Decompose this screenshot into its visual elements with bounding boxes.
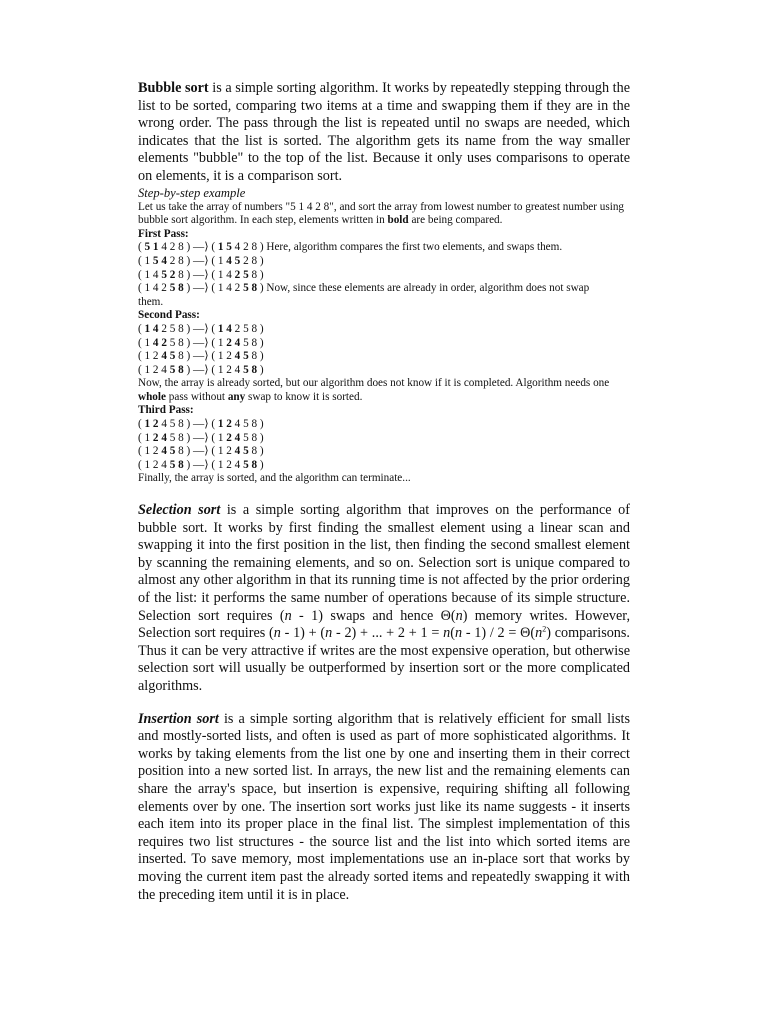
pass-step: ( 1 2 4 5 8 ) —⟩ ( 1 2 4 5 8 ) — [138, 350, 264, 363]
first-pass-tail: them. — [138, 295, 164, 308]
finally-note: Finally, the array is sorted, and the algorithm can terminate... — [138, 472, 411, 485]
pass-step: ( 1 2 4 5 8 ) —⟩ ( 1 2 4 5 8 ) — [138, 363, 264, 376]
example-intro — [138, 201, 630, 228]
intro-text-a: Let us take the array of numbers "5 1 4 2 8", and sort the array from lowest number to greatest number using bubble sort algorithm. In each step, elements written in — [138, 200, 625, 227]
intro-text-b: are being compared. — [408, 214, 503, 227]
insertion-sort-paragraph — [138, 711, 630, 905]
pass-step: ( 1 4 2 5 8 ) —⟩ ( 1 4 2 5 8 ) Now, since these elements are already in order, algorithm does not swap — [138, 282, 590, 295]
pass-step: ( 1 2 4 5 8 ) —⟩ ( 1 2 4 5 8 ) — [138, 431, 264, 444]
third-pass-steps — [138, 418, 630, 472]
first-pass-steps — [138, 241, 630, 309]
selection-sort-paragraph: Selection sort is a simple sorting algorithm that improves on the performance of bubble sort. It works by first finding the smallest element using a linear scan and swapping it into the first position in the list, then finding the second smallest element by scanning the remaining elements, and so on. Selection sort is unique compared to almost any other algorithm in that its running time is not affected by the prior ordering of the list: it performs the same number of operations because of its simple structure. Selection sort requires (n - 1) swaps and hence Θ(n) memory writes. However, Selection sort requires (n - 1) + (n - 2) + ... + $2 + 1 = n(n - 1) / 2 = \Theta(n^2)$ comparisons. Thus it can be very attractive if writes are the most expensive operation, but otherwise selection sort will usually be outperformed by insertion sort or the more complicated algorithms. — [138, 502, 631, 694]
bubble-sort-title: Bubble sort — [138, 80, 209, 96]
bubble-sort-paragraph — [138, 80, 630, 186]
pass-step: ( 1 2 4 5 8 ) —⟩ ( 1 2 4 5 8 ) — [138, 418, 264, 431]
pass-step: ( 1 2 4 5 8 ) —⟩ ( 1 2 4 5 8 ) — [138, 445, 264, 458]
second-pass-steps — [138, 323, 630, 377]
selection-sort-title: Selection sort — [138, 502, 221, 519]
document-page — [138, 80, 630, 904]
pass-step: ( 1 4 2 5 8 ) —⟩ ( 1 2 4 5 8 ) — [138, 336, 264, 349]
first-pass-title: First Pass: — [138, 227, 189, 240]
insertion-sort-text: is a simple sorting algorithm that is relatively efficient for small lists and mostly-sorted lists, and often is used as part of more sophisticated algorithms. It works by taking elements from the list one by one and inserting them in their correct position into a new sorted list. In arrays, the new list and the remaining elements can share the array's space, but insertion is expensive, requiring shifting all following elements over by one. The insertion sort works just like its name suggests - it inserts each item into its proper place in the final list. The simplest implementation of this requires two list structures - the source list and the list into which sorted items are inserted. To save memory, most implementations use an in-place sort that works by moving the current item past the already sorted items and repeatedly swapping it with the preceding item until it is in place. — [138, 710, 630, 903]
bubble-sort-text: is a simple sorting algorithm. It works by repeatedly stepping through the list to be sorted, comparing two items at a time and swapping them if they are in the wrong order. The pass through the list is repeated until no swaps are needed, which indicates that the list is sorted. The algorithm gets its name from the way smaller elements "bubble" to the top of the list. Because it only uses comparisons to operate on elements, it is a comparison sort. — [138, 80, 630, 184]
pass-step: ( 5 1 4 2 8 ) —⟩ ( 1 5 4 2 8 ) Here, algorithm compares the first two elements, and swaps them. — [138, 241, 563, 254]
third-pass-title: Third Pass: — [138, 404, 194, 417]
pass-step: ( 1 2 4 5 8 ) —⟩ ( 1 2 4 5 8 ) — [138, 458, 264, 471]
insertion-sort-title: Insertion sort — [138, 710, 219, 727]
pass-step: ( 1 5 4 2 8 ) —⟩ ( 1 4 5 2 8 ) — [138, 254, 264, 267]
pass-step: ( 1 4 5 2 8 ) —⟩ ( 1 4 2 5 8 ) — [138, 268, 264, 281]
second-pass-title: Second Pass: — [138, 309, 200, 322]
note-whole-bold: whole — [138, 390, 166, 403]
note-any-bold: any — [227, 390, 246, 403]
example-heading: Step-by-step example — [138, 185, 246, 200]
paragraph-gap — [138, 696, 630, 711]
paragraph-gap — [138, 486, 630, 502]
intro-bold: bold — [387, 214, 409, 227]
already-sorted-note: Now, the array is already sorted, but our algorithm does not know if it is completed. Algorithm needs one whole pass without any swap to know it is sorted. — [138, 377, 610, 403]
pass-step: ( 1 4 2 5 8 ) —⟩ ( 1 4 2 5 8 ) — [138, 322, 264, 335]
